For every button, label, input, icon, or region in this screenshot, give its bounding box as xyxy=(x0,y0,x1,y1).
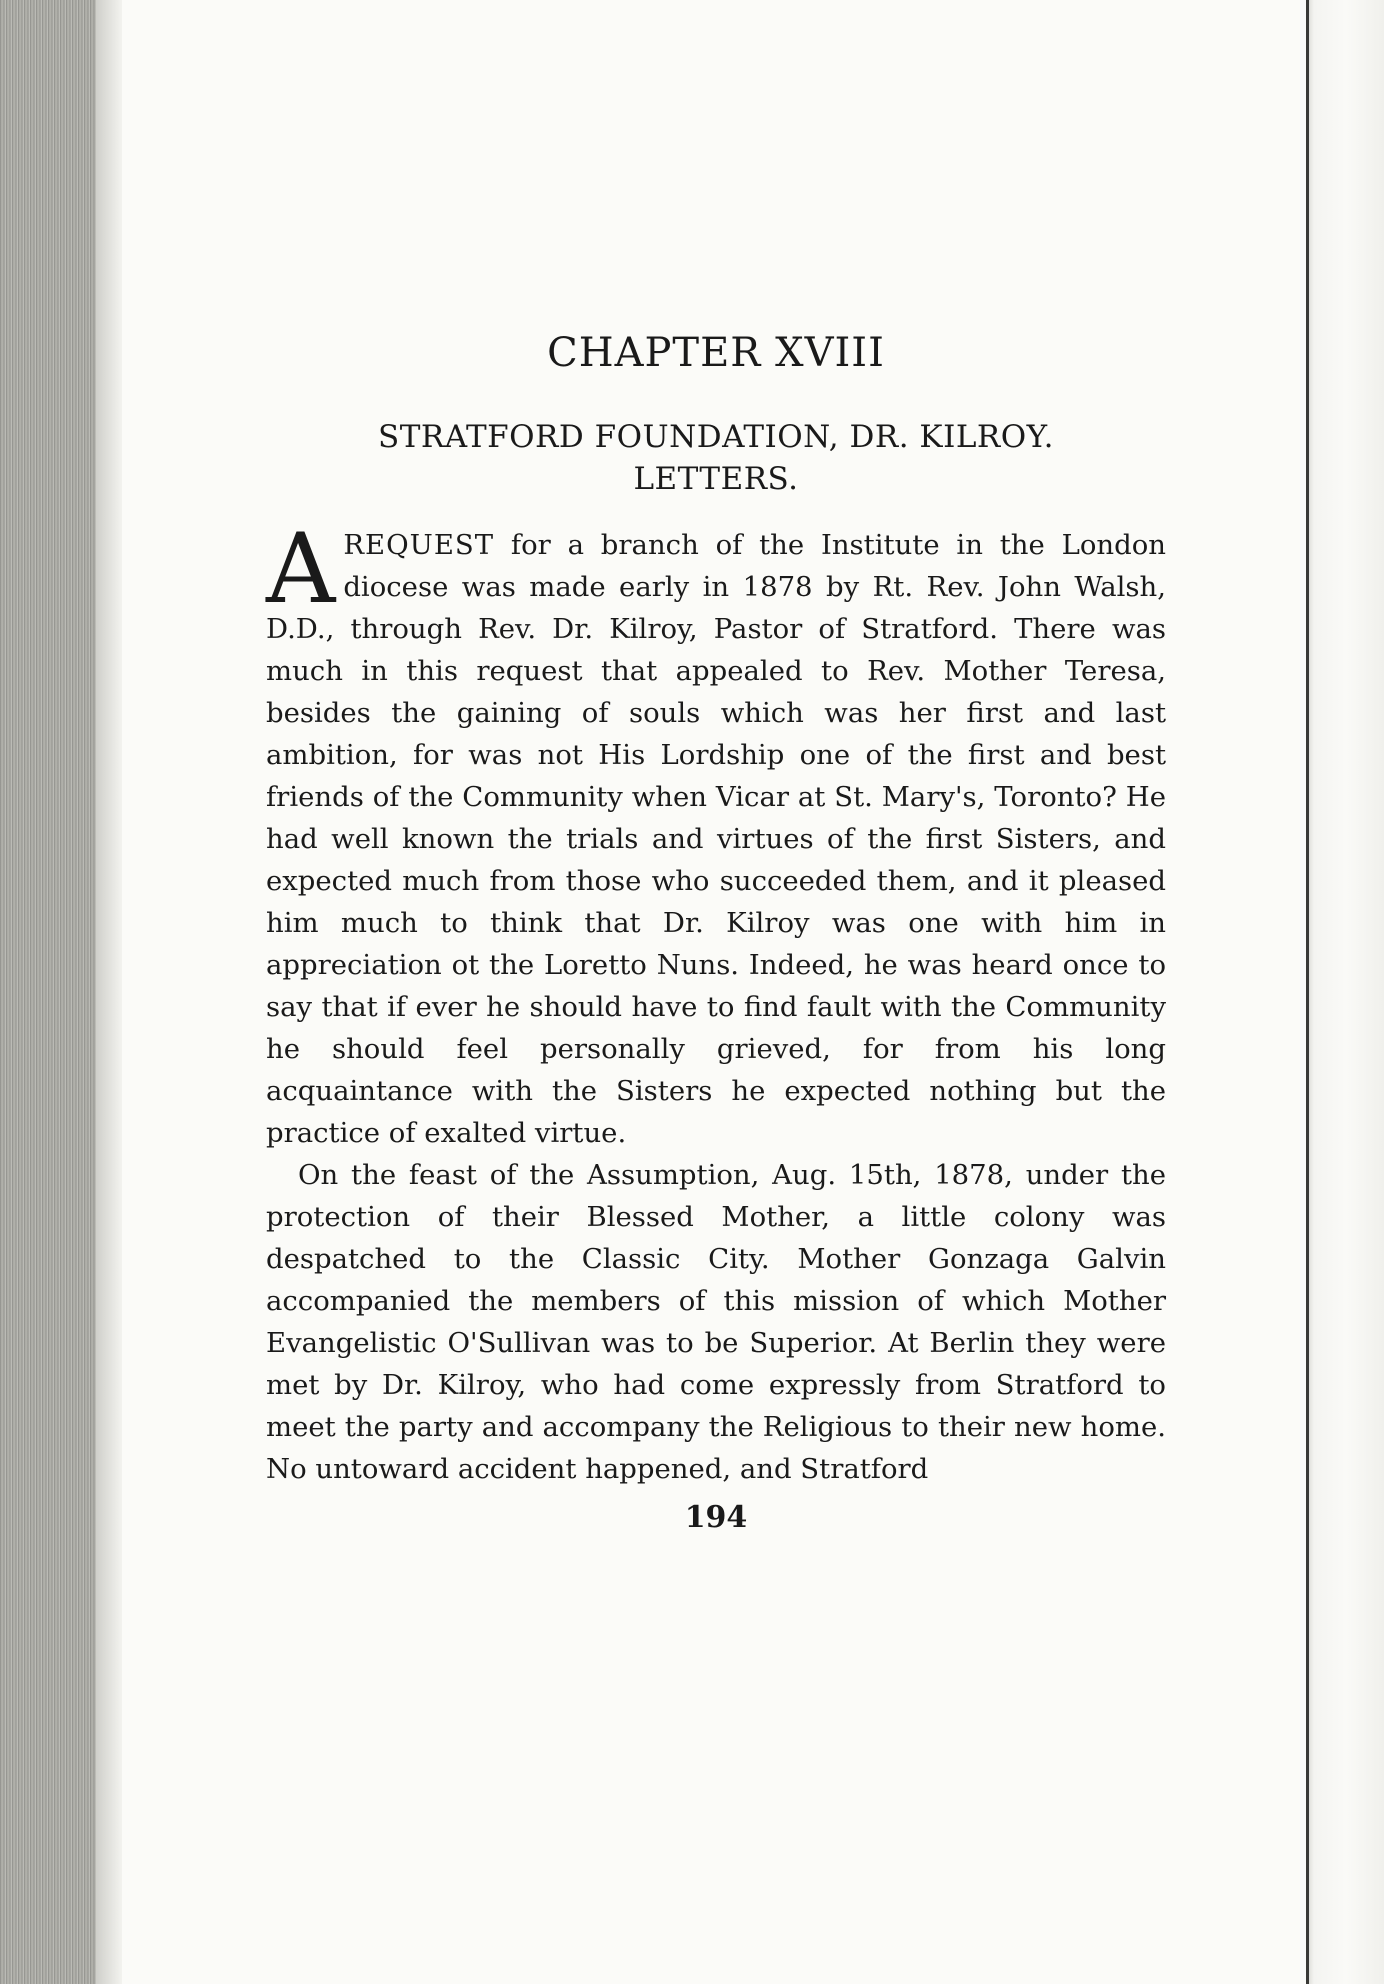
paragraph-1-text: for a branch of the Institute in the London diocese was made early in 1878 by Rt. Rev. John Walsh, D.D., through Rev. Dr. Kilroy, Pastor of Stratford. There was much in this request that appealed to Rev. Mother Teresa, besides the gaining of souls which was her first and last ambition, for was not His Lordship one of the first and best friends of the Community when Vicar at St. Mary's, Toronto? He had well known the trials and virtues of the first Sisters, and expected much from those who succeeded them, and it pleased him much to think that Dr. Kilroy was one with him in appreciation ot the Loretto Nuns. Indeed, he was heard once to say that if ever he should have to find fault with the Community he should feel personally grieved, for from his long acquaintance with the Sisters he expected nothing but the practice of exalted virtue. xyxy=(266,529,1166,1149)
drop-cap: A xyxy=(266,513,336,625)
book-page-edges xyxy=(0,0,96,1984)
page-fold-line xyxy=(1306,0,1309,1984)
paragraph-2 xyxy=(266,1154,1166,1490)
chapter-title-line-2: LETTERS. xyxy=(633,461,799,497)
facing-page-edge xyxy=(1306,0,1384,1984)
chapter-heading: CHAPTER XVIII xyxy=(547,330,885,376)
page-number: 194 xyxy=(684,1500,748,1535)
lead-word: REQUEST xyxy=(343,529,495,561)
chapter-title xyxy=(266,416,1166,500)
page-body xyxy=(266,330,1166,1535)
chapter-title-line-1: STRATFORD FOUNDATION, DR. KILROY. xyxy=(378,419,1054,455)
paragraph-1 xyxy=(266,513,1166,1154)
gutter-shadow xyxy=(96,0,122,1984)
paragraph-2-text: On the feast of the Assumption, Aug. 15th, 1878, under the protection of their Blessed Mother, a little colony was despatched to the Classic City. Mother Gonzaga Galvin accompanied the members of this mission of which Mother Evangelistic O'Sullivan was to be Superior. At Berlin they were met by Dr. Kilroy, who had come expressly from Stratford to meet the party and accompany the Religious to their new home. No untoward accident happened, and Stratford xyxy=(266,1159,1166,1485)
